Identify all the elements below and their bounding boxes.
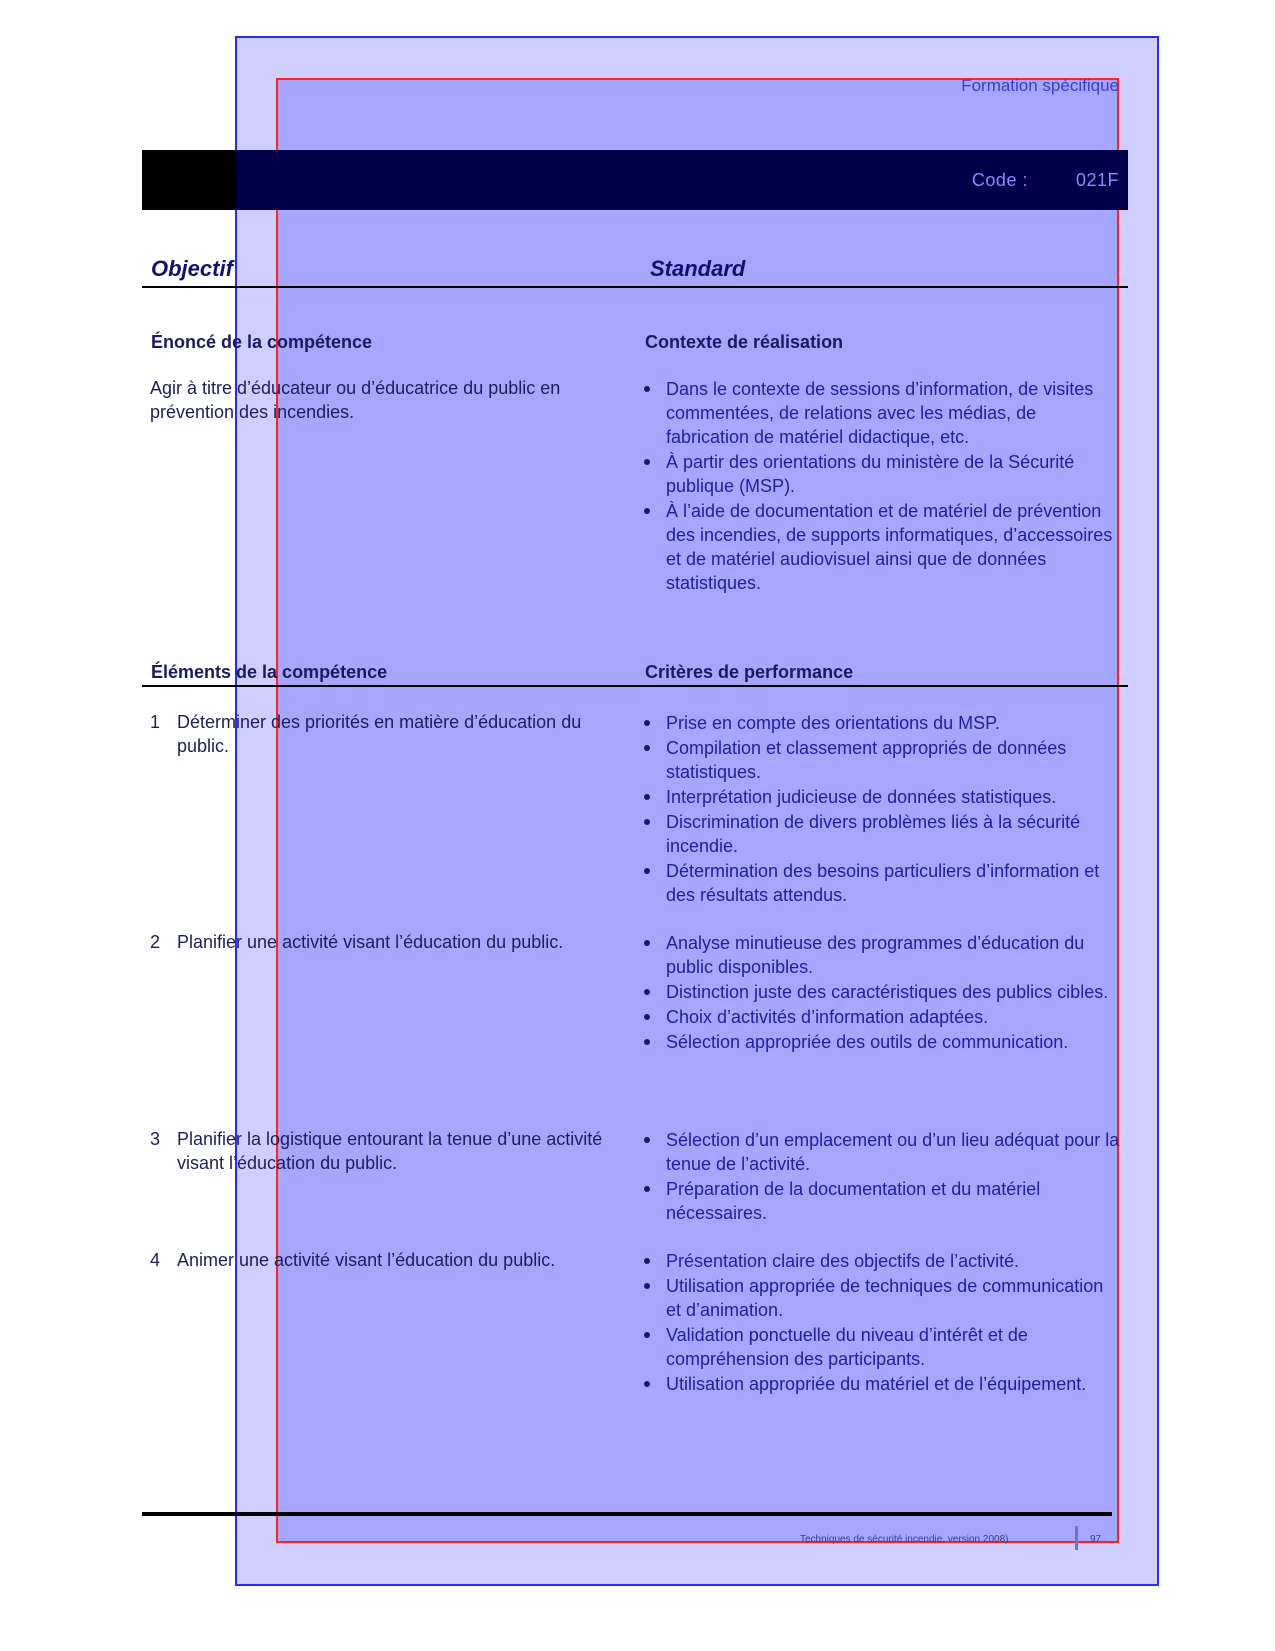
competency-code — [972, 170, 1119, 191]
list-item: Choix d’activités d’information adaptées. — [642, 1005, 1122, 1029]
list-item: Interprétation judicieuse de données statistiques. — [642, 785, 1122, 809]
criteria-list-3 — [642, 1128, 1122, 1226]
element-text: Animer une activité visant l’éducation du public. — [177, 1250, 556, 1270]
list-item: Compilation et classement appropriés de données statistiques. — [642, 736, 1122, 784]
list-item: Utilisation appropriée de techniques de communication et d’animation. — [642, 1274, 1122, 1322]
element-text: Déterminer des priorités en matière d’éducation du public. — [177, 712, 582, 756]
list-item: Utilisation appropriée du matériel et de l’équipement. — [642, 1372, 1122, 1396]
criteria-list-4 — [642, 1249, 1122, 1397]
list-item: À l’aide de documentation et de matériel de prévention des incendies, de supports informatiques, d’accessoires et de matériel audiovisuel ainsi que de données statistiques. — [642, 499, 1122, 595]
list-item: Distinction juste des caractéristiques des publics cibles. — [642, 980, 1122, 1004]
competence-label: Énoncé de la compétence — [151, 332, 373, 352]
element-text: Planifier la logistique entourant la tenue d’une activité visant l’éducation du public. — [177, 1129, 603, 1173]
footer-program: Techniques de sécurité incendie, version 2008) — [800, 1534, 1009, 1545]
criteria-label: Critères de performance — [645, 662, 854, 682]
list-item: Préparation de la documentation et du matériel nécessaires. — [642, 1177, 1122, 1225]
criteria-list-1 — [642, 711, 1122, 908]
list-item: Dans le contexte de sessions d’information, de visites commentées, de relations avec les médias, de fabrication de matériel didactique, etc. — [642, 377, 1122, 449]
criteria-list-2 — [642, 931, 1122, 1055]
element-1 — [150, 710, 637, 758]
context-label: Contexte de réalisation — [645, 332, 844, 352]
footer-separator — [1075, 1526, 1078, 1550]
element-2 — [150, 930, 637, 954]
standard-heading: Standard — [650, 256, 746, 281]
elements-rule — [142, 685, 1128, 687]
code-value: 021F — [1075, 170, 1119, 190]
heading-rule — [142, 286, 1128, 288]
list-item: Prise en compte des orientations du MSP. — [642, 711, 1122, 735]
list-item: À partir des orientations du ministère de la Sécurité publique (MSP). — [642, 450, 1122, 498]
list-item: Sélection appropriée des outils de communication. — [642, 1030, 1122, 1054]
list-item: Sélection d’un emplacement ou d’un lieu adéquat pour la tenue de l’activité. — [642, 1128, 1122, 1176]
list-item: Validation ponctuelle du niveau d’intérêt et de compréhension des participants. — [642, 1323, 1122, 1371]
list-item: Discrimination de divers problèmes liés à la sécurité incendie. — [642, 810, 1122, 858]
footer-rule — [142, 1512, 1112, 1516]
elements-label: Éléments de la compétence — [151, 662, 388, 682]
code-label: Code : — [971, 170, 1028, 190]
element-number: 1 — [150, 712, 161, 732]
formation-label: Formation spécifique — [961, 76, 1119, 95]
list-item: Détermination des besoins particuliers d’information et des résultats attendus. — [642, 859, 1122, 907]
objectif-heading: Objectif — [151, 256, 233, 281]
competence-statement: Agir à titre d’éducateur ou d’éducatrice du public en prévention des incendies. — [150, 378, 561, 422]
element-number: 4 — [150, 1250, 161, 1270]
context-list — [642, 377, 1122, 596]
page-number: 97 — [1090, 1534, 1102, 1545]
element-number: 3 — [150, 1129, 161, 1149]
element-4 — [150, 1248, 637, 1272]
list-item: Analyse minutieuse des programmes d’éducation du public disponibles. — [642, 931, 1122, 979]
element-text: Planifier une activité visant l’éducation du public. — [177, 932, 564, 952]
element-3 — [150, 1127, 637, 1175]
list-item: Présentation claire des objectifs de l’activité. — [642, 1249, 1122, 1273]
element-number: 2 — [150, 932, 161, 952]
